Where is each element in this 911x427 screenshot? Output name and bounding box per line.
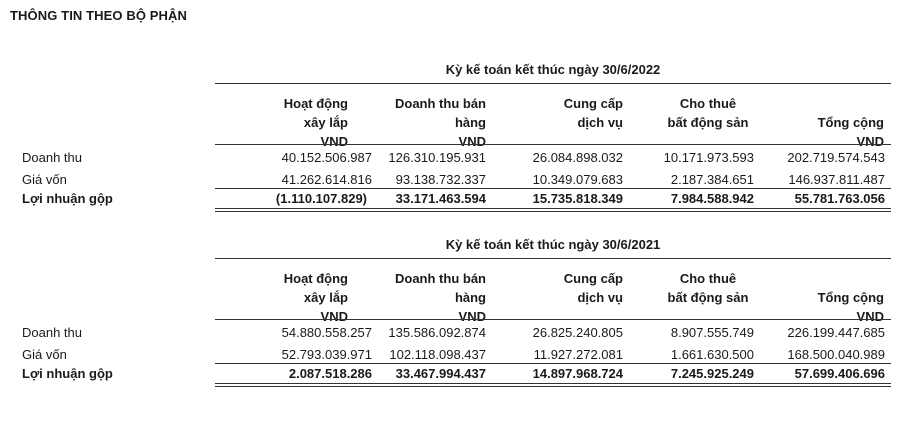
row-label: Lợi nhuận gộp [22, 191, 113, 206]
total-double-rule [215, 208, 891, 212]
cell-value: 226.199.447.685 [787, 325, 885, 340]
cell-value: 33.171.463.594 [395, 191, 486, 206]
column-header-real-estate: Cho thuê bất động sản [667, 271, 749, 305]
cell-value: 54.880.558.257 [281, 325, 372, 340]
column-header-sales: Doanh thu bán hàng VND [395, 271, 486, 324]
column-header-total: Tổng cộng VND [817, 290, 884, 324]
section-2021 [0, 237, 911, 422]
period-heading: Kỳ kế toán kết thúc ngày 30/6/2021 [445, 237, 661, 252]
column-header-construction: Hoạt động xây lắp VND [283, 271, 348, 324]
page-title: THÔNG TIN THEO BỘ PHẬN [10, 8, 187, 23]
cell-value: 33.467.994.437 [395, 366, 486, 381]
cell-value: 10.171.973.593 [663, 150, 754, 165]
cell-value: 15.735.818.349 [532, 191, 623, 206]
table-row [0, 172, 911, 192]
cell-value: 7.245.925.249 [670, 366, 754, 381]
total-double-rule [215, 383, 891, 387]
section-2022 [0, 62, 911, 247]
header-rule [215, 144, 891, 145]
row-label: Lợi nhuận gộp [22, 366, 113, 381]
row-label: Doanh thu [22, 150, 82, 165]
period-rule [215, 83, 891, 84]
column-header-real-estate: Cho thuê bất động sản [667, 96, 749, 130]
cell-value: 57.699.406.696 [794, 366, 885, 381]
cell-value: 8.907.555.749 [670, 325, 754, 340]
cell-value: 52.793.039.971 [281, 347, 372, 362]
cell-value: 26.825.240.805 [532, 325, 623, 340]
cell-value: (1.110.107.829) [275, 191, 367, 206]
column-header-services: Cung cấp dịch vụ [563, 271, 623, 305]
cell-value: 2.187.384.651 [670, 172, 754, 187]
column-header-total: Tổng cộng VND [817, 115, 884, 149]
table-row [0, 347, 911, 367]
cell-value: 14.897.968.724 [532, 366, 623, 381]
table-row [0, 150, 911, 170]
cell-value: 1.661.630.500 [670, 347, 754, 362]
row-label: Doanh thu [22, 325, 82, 340]
cell-value: 10.349.079.683 [532, 172, 623, 187]
period-heading: Kỳ kế toán kết thúc ngày 30/6/2022 [445, 62, 661, 77]
cell-value: 168.500.040.989 [787, 347, 885, 362]
column-header-construction: Hoạt động xây lắp VND [283, 96, 348, 149]
cell-value: 2.087.518.286 [288, 366, 372, 381]
period-rule [215, 258, 891, 259]
row-label: Giá vốn [22, 347, 67, 362]
cell-value: 55.781.763.056 [794, 191, 885, 206]
cell-value: 41.262.614.816 [281, 172, 372, 187]
header-rule [215, 319, 891, 320]
cell-value: 102.118.098.437 [389, 347, 486, 362]
column-header-services: Cung cấp dịch vụ [563, 96, 623, 130]
table-row [0, 325, 911, 345]
cell-value: 126.310.195.931 [388, 150, 486, 165]
cell-value: 135.586.092.874 [388, 325, 486, 340]
cell-value: 146.937.811.487 [788, 172, 885, 187]
subtotal-rule [215, 188, 891, 189]
row-label: Giá vốn [22, 172, 67, 187]
subtotal-rule [215, 363, 891, 364]
cell-value: 202.719.574.543 [787, 150, 885, 165]
cell-value: 93.138.732.337 [395, 172, 486, 187]
cell-value: 40.152.506.987 [281, 150, 372, 165]
cell-value: 26.084.898.032 [532, 150, 623, 165]
cell-value: 11.927.272.081 [533, 347, 623, 362]
column-header-sales: Doanh thu bán hàng VND [395, 96, 486, 149]
cell-value: 7.984.588.942 [670, 191, 754, 206]
